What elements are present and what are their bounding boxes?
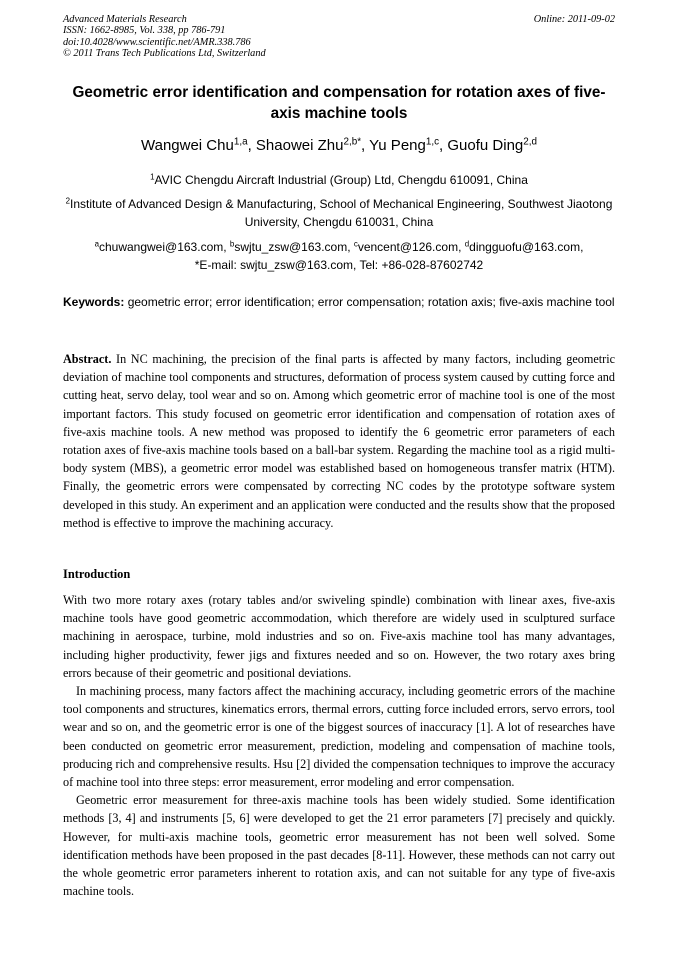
paper-title: Geometric error identification and compensation for rotation axes of five-axis machine tools (72, 84, 606, 122)
author-superscript: 1,c (425, 136, 440, 148)
introduction-heading: Introduction (63, 567, 131, 581)
author-separator: , (247, 137, 256, 154)
author-superscript: 2,b* (343, 136, 362, 148)
doi-line: doi:10.4028/www.scientific.net/AMR.338.786 (63, 36, 251, 48)
paragraph-3: Geometric error measurement for three-axis machine tools has been widely studied. Some identification methods [3, 4] and instruments [5, 6] were developed to get the 21 error parameters [7] precisely and quickly. However, for multi-axis machine tools, geometric error measurement has not been well solved. Some identification methods have been proposed in the past decades [8-11]. However, these methods can not carry out the whole geometric error parameters inherent to rotation axis, and can not suitable for any type of five-axis machine tools. (63, 793, 615, 899)
author-4 (447, 137, 537, 154)
email-superscript: c (353, 239, 358, 249)
author-name: Yu Peng (369, 137, 426, 154)
author-name: Guofu Ding (447, 137, 524, 154)
email-superscript: a (94, 239, 99, 249)
email-link[interactable]: dingguofu@163.com, (469, 240, 584, 254)
author-1 (141, 137, 256, 154)
email-link[interactable]: swjtu_zsw@163.com, (234, 240, 354, 254)
abstract (63, 350, 615, 532)
author-separator: , (439, 137, 448, 154)
abstract-text: In NC machining, the precision of the final parts is affected by many factors, including geometric deviation of machine tool components and structures, deformation of process system caused by cutting force and cutting heat, servo delay, tool wear and so on. Among which geometric error of machine tool is one of the most important factors. This study focused on geometric error identification and compensation of rotation axes of five-axis machine tools. A new method was proposed to identify the 6 geometric error parameters of each rotation axes of five-axis machine tools based on a ball-bar system. Regarding the machine tool as a rigid multi-body system (MBS), a geometric error model was established based on homogeneous transfer matrix (HTM). Finally, the geometric errors were compensated by correcting NC codes by the prototype software system developed in this study. An experiment and an application were conducted and the results show that the proposed method is effective to improve the machining accuracy. (63, 352, 615, 530)
email-superscript: b (229, 239, 235, 249)
affiliation-1 (63, 171, 615, 189)
author-list (63, 136, 615, 156)
contact-line: *E-mail: swjtu_zsw@163.com, Tel: +86-028-87602742 (194, 258, 484, 272)
author-name: Wangwei Chu (141, 137, 234, 154)
affiliation-text: AVIC Chengdu Aircraft Industrial (Group) Ltd, Chengdu 610091, China (154, 173, 528, 187)
author-2 (256, 137, 369, 154)
copyright-line: © 2011 Trans Tech Publications Ltd, Switzerland (63, 48, 266, 60)
paragraph-2: In machining process, many factors affect the machining accuracy, including geometric errors of the machine tool components and structures, kinematics errors, thermal errors, cutting force included errors, servo errors, tool wear and so on, and the geometric error is one of the biggest sources of inaccuracy [1]. A lot of researches have been conducted on geometric error measurement, prediction, modeling and compensation of machine tools, producing rich and comprehensive results. Hsu [2] divided the compensation techniques to improve the accuracy of machine tool into three steps: error measurement, error modeling and error compensation. (63, 684, 615, 790)
author-superscript: 1,a (233, 136, 248, 148)
email-line (63, 238, 615, 256)
keywords-text: geometric error; error identification; error compensation; rotation axis; five-axis machine tool (127, 295, 615, 309)
author-separator: , (361, 137, 370, 154)
paragraph-1: With two more rotary axes (rotary tables and/or swiveling spindle) combination with linear axes, five-axis machine tools have good geometric accommodation, which therefore are widely used in sculptured surface machining in aerospace, turbine, mold industries and so on. Five-axis machine tool has many advantages, including higher productivity, fewer jigs and fixtures needed and so on. However, the two rotary axes bring errors because of their geometric and positional deviations. (63, 593, 615, 680)
affiliation-number: 2 (65, 196, 71, 206)
email-block (63, 238, 615, 274)
keywords (63, 294, 615, 311)
issn-line: ISSN: 1662-8985, Vol. 338, pp 786-791 (63, 25, 226, 37)
email-superscript: d (464, 239, 470, 249)
affiliation-2 (63, 195, 615, 231)
affiliation-number: 1 (150, 172, 155, 182)
author-name: Shaowei Zhu (255, 137, 344, 154)
online-date: Online: 2011-09-02 (533, 14, 615, 25)
introduction-body (63, 591, 615, 900)
abstract-label: Abstract. (63, 352, 112, 366)
email-link[interactable]: vencent@126.com, (357, 240, 465, 254)
keywords-label: Keywords: (63, 295, 125, 309)
journal-header (63, 14, 615, 60)
affiliation-text: Institute of Advanced Design & Manufacturing, School of Mechanical Engineering, Southwest Jiaotong University, Chengdu 610031, China (70, 197, 613, 229)
author-3 (369, 137, 447, 154)
journal-name: Advanced Materials Research (63, 14, 187, 25)
author-superscript: 2,d (523, 136, 537, 148)
email-link[interactable]: chuwangwei@163.com, (98, 240, 230, 254)
